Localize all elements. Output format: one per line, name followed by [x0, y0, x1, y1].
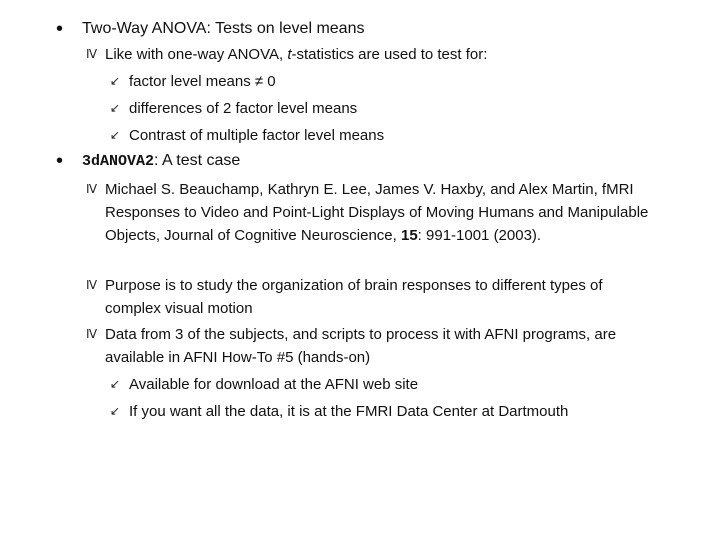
list-item-text: Available for download at the AFNI web site [129, 376, 419, 393]
heading-3danova2: 3dANOVA2: A test case [82, 152, 241, 170]
list-item-differences [110, 97, 357, 120]
arrow-icon: ↙ [110, 74, 121, 88]
data-text: Data from 3 of the subjects, and scripts to process it with AFNI programs, are available in AFNI How-To #5 (hands-on) [105, 326, 617, 366]
sub-bullet-t-statistics [86, 43, 650, 66]
sub-bullet-icon: Ⅳ [86, 278, 98, 292]
bullet-dot-icon: • [56, 150, 64, 172]
list-item-text: factor level means ≠ 0 [129, 73, 276, 90]
list-item-text: differences of 2 factor level means [129, 100, 358, 117]
arrow-icon: ↙ [110, 128, 121, 142]
bullet-3danova2 [56, 151, 240, 172]
list-item-text: Contrast of multiple factor level means [129, 127, 385, 144]
bullet-dot-icon: • [56, 18, 64, 40]
list-item-text: If you want all the data, it is at the FMRI Data Center at Dartmouth [129, 403, 569, 420]
bullet-two-way-anova [56, 19, 364, 39]
list-item-download [110, 373, 418, 396]
sub-bullet-data [86, 323, 650, 369]
sub-bullet-icon: Ⅳ [86, 47, 98, 61]
sub-bullet-icon: Ⅳ [86, 182, 98, 196]
sub-bullet-purpose [86, 274, 650, 320]
sub-bullet-citation [86, 178, 650, 247]
list-item-factor-means [110, 70, 276, 93]
t-statistics-text: Like with one-way ANOVA, t-statistics are used to test for: [105, 46, 488, 63]
list-item-contrast [110, 124, 384, 147]
sub-bullet-icon: Ⅳ [86, 327, 98, 341]
arrow-icon: ↙ [110, 377, 121, 391]
list-item-fmri-data-center [110, 400, 568, 423]
heading-two-way-anova: Two-Way ANOVA: Tests on level means [82, 20, 365, 37]
citation-text: Michael S. Beauchamp, Kathryn E. Lee, James V. Haxby, and Alex Martin, fMRI Responses to Video and Point-Light Displays of Moving Humans and Manipulable Objects, Journal of Cognitive Neuroscience, 15: 991-1001 (2003). [105, 181, 649, 244]
purpose-text: Purpose is to study the organization of brain responses to different types of complex visual motion [105, 277, 603, 317]
arrow-icon: ↙ [110, 404, 121, 418]
arrow-icon: ↙ [110, 101, 121, 115]
